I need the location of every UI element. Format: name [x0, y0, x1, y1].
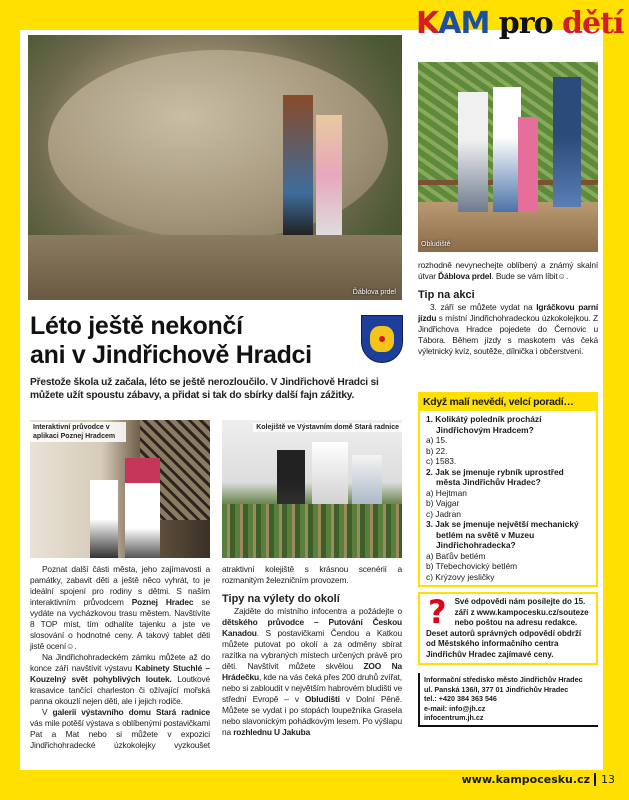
event-tip: 3. září se můžete vydat na Igráčkovu parní jízdu s místní Jindřichohradeckou úzkokolejkou. Z Jindřichova Hradce pojedete do Černovic u Tábora. Během jízdy s maskotem vás čeká výletnický kvíz, soutěže, dílnička i občerstvení. [418, 302, 598, 356]
website-link[interactable]: infocentrum.jh.cz [424, 713, 484, 722]
quiz-box [418, 392, 598, 587]
coat-of-arms-icon [361, 315, 403, 363]
photo-caption: Interaktivní průvodce v aplikaci Poznej Hradcem [30, 422, 126, 442]
photo-maze [418, 62, 598, 252]
quiz-question: 3. Jak se jmenuje největší mechanický betlém na světě v Muzeu Jindřichohradecka? [426, 519, 579, 550]
quiz-question: 2. Jak se jmenuje rybník uprostřed města Jindřichův Hradec? [426, 466, 564, 487]
quiz-question: 1. Kolikátý poledník prochází Jindřichovým Hradcem? [426, 414, 542, 435]
quiz-option: c) Jadran [426, 508, 461, 519]
article-columns: Poznat další části města, jeho zajímavosti a památky, zabavit děti a ještě něco vyhrát, to je ideální spojení pro rodiny s dětmi. S naším interaktivním průvodcem Poznej Hradec se vydáte na vycházkovou trasu městem. Navštívíte 8 TOP míst, tím odhalíte tajenku a jste ve slosování o hodnotné ceny. A takový tablet děti jistě ocení☺. Na Jindřichohradeckém zámku můžete až do konce září navštívit výstavu Kabinety Stuchlé – Kouzelný svět pohyblivých loutek. Loutkové krasavice tančící charleston či ožívající mořská panna okouzlí nejen děti, ale i jejich rodiče. V galerii výstavního domu Stará radnice vás mile potěší výstava s oblíbenými postavičkami Pat a Mat nebo si můžete v expozici Jindřichohradecké úzkokolejky vyzkoušet atraktivní kolejiště s krásnou scenérií a rozmanitým železničním provozem. Tipy na výlety do okolí Zajděte do místního infocentra a požádejte o dětského průvodce – Putování Českou Kanadou. S postavičkami Čendou a Katkou můžete putovat po okolí a za odměny sbírat razítka na vybraných místech určených právě pro děti. Navštívit můžete skvělou ZOO Na Hrádečku, kde na vás čeká přes 200 druhů zvířat, nebo si zabloudit v největším habrovém bludišti ve střední Evropě – v Obludišti v Dolní Pěně. Můžete se vydat i po stopách loupežníka Grasela nebo slavonickým pohádkovým lesem. Po výšlapu na rozhlednu U Jakuba [30, 564, 402, 750]
photo-guide-app [30, 420, 210, 558]
magazine-logo: KAM pro dětí [416, 6, 624, 41]
photo-railway-model [222, 420, 402, 558]
photo-caption: Ďáblova prdel [352, 289, 396, 296]
quiz-body [420, 411, 596, 585]
photo-caption: Obludiště [421, 241, 451, 248]
answer-instructions: ? Své odpovědi nám posílejte do 15. září z www.kampocesku.cz/souteze nebo poštou na adresu redakce. Deset autorů správných odpovědí obdrží od Městského informačního centra Jindřichův Hradec zajímavé ceny. [418, 592, 598, 665]
quiz-option: b) Třebechovický betlém [426, 561, 518, 571]
footer [462, 773, 615, 786]
sidebar-stack [418, 392, 598, 727]
article-title: Léto ještě nekončí ani v Jindřichově Hradci [30, 312, 312, 369]
tips-heading: Tipy na výlety do okolí [222, 593, 340, 605]
quiz-option: b) Vajgar [426, 498, 460, 508]
email-link[interactable]: e-mail: info@jh.cz [424, 703, 486, 713]
page-number: 13 [594, 773, 615, 786]
question-mark-icon: ? [428, 593, 447, 631]
quiz-heading: Když malí nevědí, velcí poradí… [420, 394, 596, 411]
quiz-option: b) 22. [426, 445, 448, 456]
article-continuation: rozhodně nevynechejte oblíbený a známý skalní útvar Ďáblova prdel. Bude se vám líbit☺. Tip na akci 3. září se můžete vydat na Igráčkovu parní jízdu s místní Jindřichohradeckou úzkokolejkou. Z Jindřichova Hradce pojedete do Černovic u Tábora. Během jízdy s maskotem vás čeká výletnický kvíz, soutěže, dílnička i občerstvení. [418, 260, 598, 356]
article-intro: Přestože škola už začala, léto se ještě nerozloučilo. V Jindřichově Hradci si můžete užít spoustu zábavy, a přidat si tak do sbírky další fajn zážitky. [30, 377, 379, 401]
quiz-option: a) Hejtman [426, 487, 467, 498]
quiz-option: a) 15. [426, 435, 448, 445]
quiz-option: a) Baťův betlém [426, 550, 486, 561]
photo-caption: Kolejiště ve Výstavním domě Stará radnice [253, 423, 402, 432]
quiz-option: c) 1583. [426, 456, 457, 466]
footer-url[interactable]: www.kampocesku.cz [461, 773, 590, 786]
photo-devils-rock [28, 35, 402, 300]
quiz-option: c) Krýzovy jesličky [426, 571, 495, 582]
event-heading: Tip na akci [418, 289, 475, 301]
contact-info: Informační středisko město Jindřichův Hradec ul. Panská 136/I, 377 01 Jindřichův Hradec tel.: +420 384 363 546 e-mail: info@jh.cz infocentrum.jh.cz [418, 673, 598, 727]
